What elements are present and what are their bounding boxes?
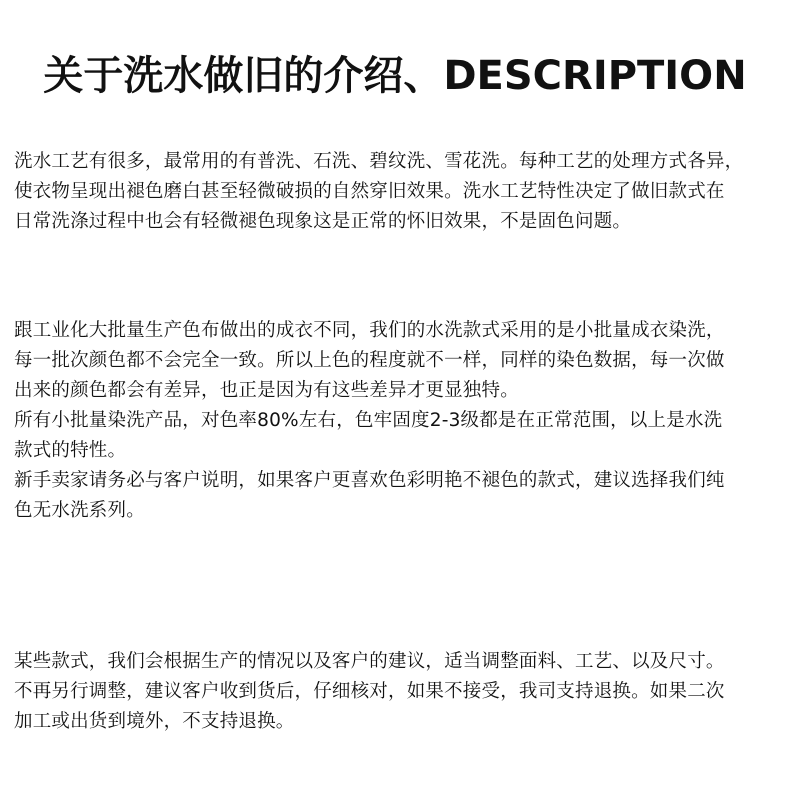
paragraph-line: 跟工业化大批量生产色布做出的成衣不同，我们的水洗款式采用的是小批量成衣染洗， xyxy=(14,320,725,341)
paragraph-line: 加工或出货到境外，不支持退换。 xyxy=(14,711,295,732)
paragraph-line: 新手卖家请务必与客户说明，如果客户更喜欢色彩明艳不褪色的款式，建议选择我们纯 xyxy=(14,470,725,491)
paragraph-line: 色无水洗系列。 xyxy=(14,500,145,521)
paragraph-line: 出来的颜色都会有差异，也正是因为有这些差异才更显独特。 xyxy=(14,380,519,401)
paragraph-line: 使衣物呈现出褪色磨白甚至轻微破损的自然穿旧效果。洗水工艺特性决定了做旧款式在 xyxy=(14,181,725,202)
paragraph-wash-process xyxy=(14,147,784,237)
paragraph-line: 某些款式，我们会根据生产的情况以及客户的建议，适当调整面料、工艺、以及尺寸。 xyxy=(14,651,725,672)
paragraph-adjustments xyxy=(14,647,784,737)
paragraph-line: 日常洗涤过程中也会有轻微褪色现象这是正常的怀旧效果，不是固色问题。 xyxy=(14,211,632,232)
paragraph-line: 不再另行调整，建议客户收到货后，仔细核对，如果不接受，我司支持退换。如果二次 xyxy=(14,681,725,702)
paragraph-line: 款式的特性。 xyxy=(14,440,127,461)
paragraph-batch-dyeing xyxy=(14,316,784,526)
page-title: 关于洗水做旧的介绍、DESCRIPTION xyxy=(43,53,747,99)
paragraph-line: 所有小批量染洗产品，对色率80%左右，色牢固度2-3级都是在正常范围，以上是水洗 xyxy=(14,410,723,431)
paragraph-line: 每一批次颜色都不会完全一致。所以上色的程度就不一样，同样的染色数据，每一次做 xyxy=(14,350,725,371)
paragraph-line: 洗水工艺有很多，最常用的有普洗、石洗、碧纹洗、雪花洗。每种工艺的处理方式各异， xyxy=(14,151,744,172)
